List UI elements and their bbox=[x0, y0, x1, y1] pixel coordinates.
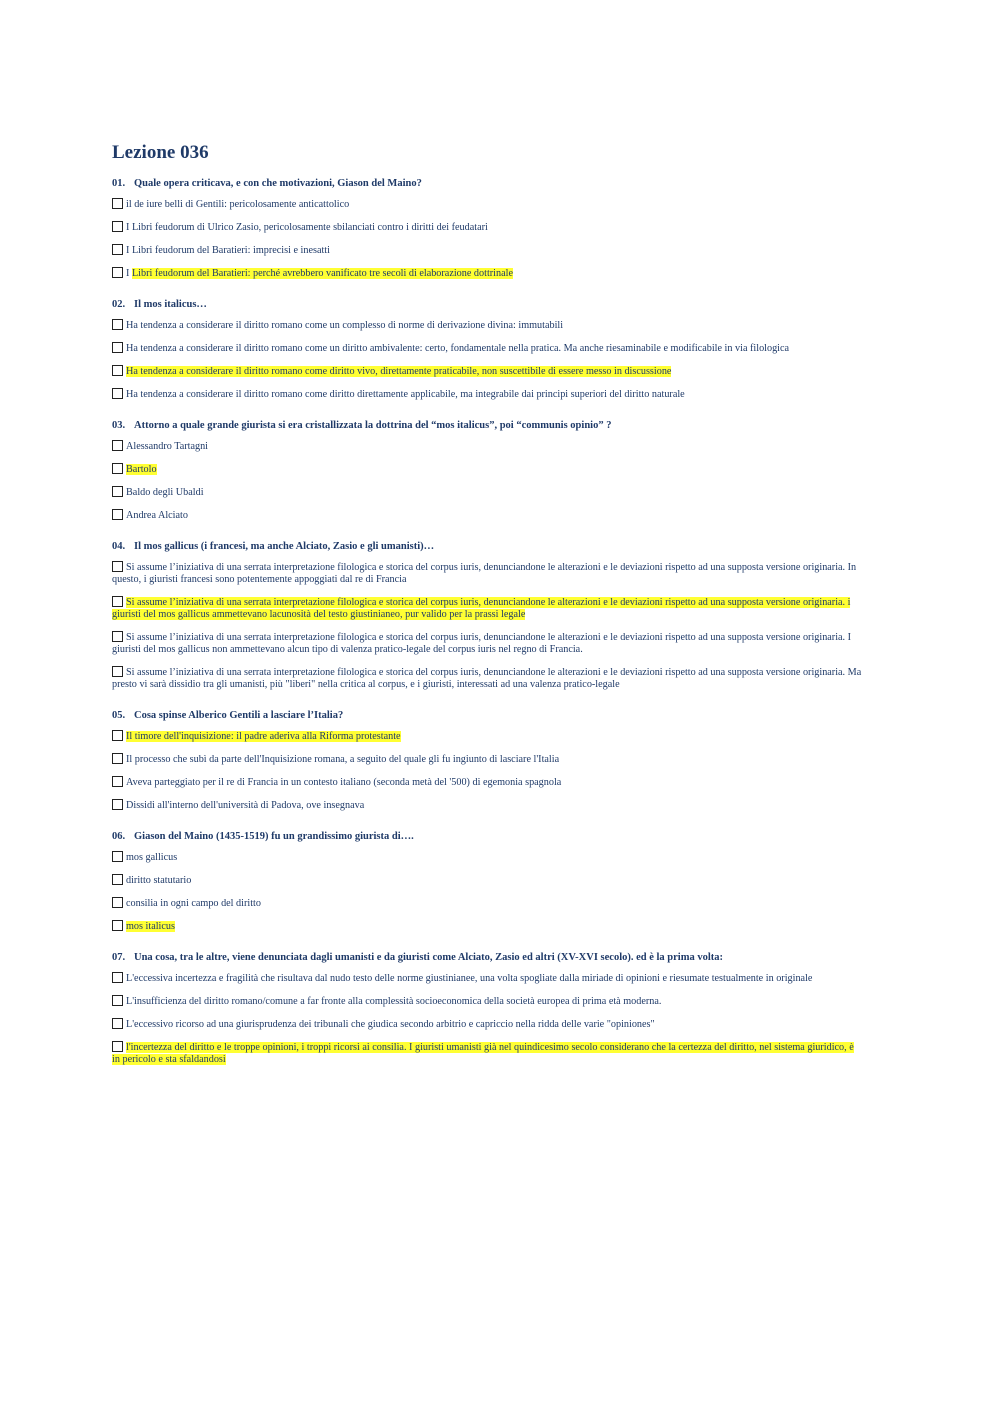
answer-text: Si assume l’iniziativa di una serrata interpretazione filologica e storica del corpus iuris, denunciandone le alterazioni e le deviazioni rispetto ad una supposta versione originaria. In questo, i giuristi francesi sono potentemente appoggiati dal re di Francia bbox=[112, 562, 857, 585]
answer-checkbox[interactable] bbox=[112, 631, 123, 642]
page-title: Lezione 036 bbox=[112, 142, 209, 163]
answer-option bbox=[112, 221, 862, 234]
question-number: 03. bbox=[112, 420, 126, 431]
answer-option bbox=[112, 874, 862, 887]
answer-option bbox=[112, 851, 862, 864]
answer-text: Il processo che subì da parte dell'Inquisizione romana, a seguito del quale gli fu ingiunto di lasciare l'Italia bbox=[126, 754, 560, 765]
answer-option bbox=[112, 509, 862, 522]
answer-checkbox[interactable] bbox=[112, 995, 123, 1006]
answer-checkbox[interactable] bbox=[112, 666, 123, 677]
question-heading bbox=[112, 830, 862, 843]
answer-checkbox[interactable] bbox=[112, 486, 123, 497]
question-number: 06. bbox=[112, 831, 126, 842]
answer-option bbox=[112, 666, 862, 691]
answer-checkbox[interactable] bbox=[112, 851, 123, 862]
answer-option bbox=[112, 897, 862, 910]
question-text: Quale opera criticava, e con che motivazioni, Giason del Maino? bbox=[134, 178, 422, 189]
answer-text-highlighted: l'incertezza del diritto e le troppe opinioni, i troppi ricorsi ai consilia. I giuristi umanisti già nel quindicesimo secolo considerano che la certezza del diritto, nel sistema giuridico, è in pericolo e sta sfaldandosi bbox=[112, 1042, 854, 1065]
answer-checkbox[interactable] bbox=[112, 365, 123, 376]
question-text: Giason del Maino (1435-1519) fu un grandissimo giurista di…. bbox=[134, 831, 414, 842]
question-block bbox=[112, 419, 862, 522]
answer-checkbox[interactable] bbox=[112, 440, 123, 451]
answer-option bbox=[112, 365, 862, 378]
answer-text: Si assume l’iniziativa di una serrata interpretazione filologica e storica del corpus iuris, denunciandone le alterazioni e le deviazioni rispetto ad una supposta versione originaria. Ma presto vi sarà dissidio tra gli umanisti, più "liberi" nella critica al corpus, e i giuristi, interessati ad una valenza pratico-legale bbox=[112, 667, 862, 690]
answer-option bbox=[112, 995, 862, 1008]
answer-text: Ha tendenza a considerare il diritto romano come diritto direttamente applicabile, ma integrabile dai principi superiori del diritto naturale bbox=[126, 389, 685, 400]
answer-text: I Libri feudorum del Baratieri: imprecisi e inesatti bbox=[126, 245, 330, 256]
answer-checkbox[interactable] bbox=[112, 388, 123, 399]
answer-checkbox[interactable] bbox=[112, 463, 123, 474]
answer-text: L'eccessivo ricorso ad una giurisprudenza dei tribunali che giudica secondo arbitrio e capriccio nella ridda delle varie "opiniones" bbox=[126, 1019, 655, 1030]
question-block bbox=[112, 951, 862, 1066]
question-text: Il mos gallicus (i francesi, ma anche Alciato, Zasio e gli umanisti)… bbox=[134, 541, 435, 552]
question-block bbox=[112, 177, 862, 280]
question-list bbox=[112, 177, 862, 1066]
question-heading bbox=[112, 540, 862, 553]
answer-option bbox=[112, 776, 862, 789]
question-text: Il mos italicus… bbox=[134, 299, 207, 310]
answer-text: diritto statutario bbox=[126, 875, 192, 886]
question-block bbox=[112, 709, 862, 812]
answer-checkbox[interactable] bbox=[112, 730, 123, 741]
answer-text: mos gallicus bbox=[126, 852, 178, 863]
answer-text: Si assume l’iniziativa di una serrata interpretazione filologica e storica del corpus iuris, denunciandone le alterazioni e le deviazioni rispetto ad una supposta versione originaria. I giuristi del mos gallicus non ammettevano alcun tipo di valenza pratico-legale del corpus iuris nel regno di Francia. bbox=[112, 632, 852, 655]
question-heading bbox=[112, 709, 862, 722]
answer-checkbox[interactable] bbox=[112, 509, 123, 520]
question-block bbox=[112, 830, 862, 933]
question-number: 02. bbox=[112, 299, 126, 310]
answer-checkbox[interactable] bbox=[112, 1018, 123, 1029]
answer-text: il de iure belli di Gentili: pericolosamente anticattolico bbox=[126, 199, 350, 210]
answer-option bbox=[112, 972, 862, 985]
answer-checkbox[interactable] bbox=[112, 221, 123, 232]
answer-option bbox=[112, 799, 862, 812]
question-heading bbox=[112, 951, 862, 964]
answer-option bbox=[112, 267, 862, 280]
answer-text: L'insufficienza del diritto romano/comune a far fronte alla complessità socioeconomica della società europea di prima età moderna. bbox=[126, 996, 662, 1007]
answer-option bbox=[112, 920, 862, 933]
answer-checkbox[interactable] bbox=[112, 267, 123, 278]
question-number: 04. bbox=[112, 541, 126, 552]
answer-checkbox[interactable] bbox=[112, 561, 123, 572]
answer-text-highlighted: Si assume l’iniziativa di una serrata interpretazione filologica e storica del corpus iuris, denunciandone le alterazioni e le deviazioni rispetto ad una supposta versione originaria. i giuristi del mos gallicus ammettevano lacunosità del testo giustinianeo, pur valido per la prassi legale bbox=[112, 597, 851, 620]
answer-option bbox=[112, 198, 862, 211]
answer-checkbox[interactable] bbox=[112, 596, 123, 607]
answer-option bbox=[112, 631, 862, 656]
answer-checkbox[interactable] bbox=[112, 920, 123, 931]
answer-checkbox[interactable] bbox=[112, 874, 123, 885]
answer-checkbox[interactable] bbox=[112, 753, 123, 764]
answer-checkbox[interactable] bbox=[112, 198, 123, 209]
answer-text-highlighted: Libri feudorum del Baratieri: perché avrebbero vanificato tre secoli di elaborazione dottrinale bbox=[131, 268, 513, 279]
answer-checkbox[interactable] bbox=[112, 319, 123, 330]
answer-option bbox=[112, 440, 862, 453]
answer-text-highlighted: Il timore dell'inquisizione: il padre aderiva alla Riforma protestante bbox=[126, 731, 401, 742]
answer-option bbox=[112, 730, 862, 743]
answer-text: Dissidi all'interno dell'università di Padova, ove insegnava bbox=[126, 800, 365, 811]
answer-text: L'eccessiva incertezza e fragilità che risultava dal nudo testo delle norme giustinianee, una volta spogliate dalla miriade di opinioni e riesumate testualmente in originale bbox=[126, 973, 813, 984]
answer-checkbox[interactable] bbox=[112, 244, 123, 255]
question-heading bbox=[112, 177, 862, 190]
answer-text-highlighted: Ha tendenza a considerare il diritto romano come diritto vivo, direttamente praticabile, non suscettibile di essere messo in discussione bbox=[126, 366, 672, 377]
answer-text: Andrea Alciato bbox=[126, 510, 188, 521]
answer-option bbox=[112, 342, 862, 355]
answer-option bbox=[112, 1018, 862, 1031]
question-number: 05. bbox=[112, 710, 126, 721]
answer-prefix: I bbox=[126, 268, 132, 279]
answer-option bbox=[112, 753, 862, 766]
answer-checkbox[interactable] bbox=[112, 342, 123, 353]
answer-text: Aveva parteggiato per il re di Francia in un contesto italiano (seconda metà del '500) di egemonia spagnola bbox=[126, 777, 562, 788]
question-text: Una cosa, tra le altre, viene denunciata dagli umanisti e da giuristi come Alciato, Zasio ed altri (XV-XVI secolo). ed è la prima volta: bbox=[134, 952, 724, 963]
answer-checkbox[interactable] bbox=[112, 776, 123, 787]
answer-option bbox=[112, 244, 862, 257]
answer-option bbox=[112, 596, 862, 621]
question-heading bbox=[112, 419, 862, 432]
answer-checkbox[interactable] bbox=[112, 972, 123, 983]
answer-option bbox=[112, 463, 862, 476]
answer-text: Ha tendenza a considerare il diritto romano come un diritto ambivalente: certo, fondamentale nella pratica. Ma anche riesaminabile e modificabile in via filologica bbox=[126, 343, 790, 354]
answer-option bbox=[112, 486, 862, 499]
answer-text: Baldo degli Ubaldi bbox=[126, 487, 204, 498]
answer-checkbox[interactable] bbox=[112, 1041, 123, 1052]
answer-checkbox[interactable] bbox=[112, 897, 123, 908]
answer-text-highlighted: mos italicus bbox=[126, 921, 175, 932]
answer-text: consilia in ogni campo del diritto bbox=[126, 898, 261, 909]
answer-text-highlighted: Bartolo bbox=[126, 464, 157, 475]
question-text: Attorno a quale grande giurista si era cristallizzata la dottrina del “mos italicus”, poi “communis opinio” ? bbox=[134, 420, 612, 431]
question-number: 07. bbox=[112, 952, 126, 963]
question-text: Cosa spinse Alberico Gentili a lasciare l’Italia? bbox=[134, 710, 344, 721]
answer-option bbox=[112, 388, 862, 401]
answer-text: Ha tendenza a considerare il diritto romano come un complesso di norme di derivazione divina: immutabili bbox=[126, 320, 564, 331]
question-number: 01. bbox=[112, 178, 126, 189]
question-block bbox=[112, 540, 862, 691]
question-heading bbox=[112, 298, 862, 311]
answer-option bbox=[112, 1041, 862, 1066]
answer-checkbox[interactable] bbox=[112, 799, 123, 810]
answer-text: I Libri feudorum di Ulrico Zasio, pericolosamente sbilanciati contro i diritti dei feudatari bbox=[126, 222, 488, 233]
answer-option bbox=[112, 561, 862, 586]
lesson-content bbox=[112, 142, 862, 1084]
answer-option bbox=[112, 319, 862, 332]
answer-text: Alessandro Tartagni bbox=[126, 441, 208, 452]
question-block bbox=[112, 298, 862, 401]
